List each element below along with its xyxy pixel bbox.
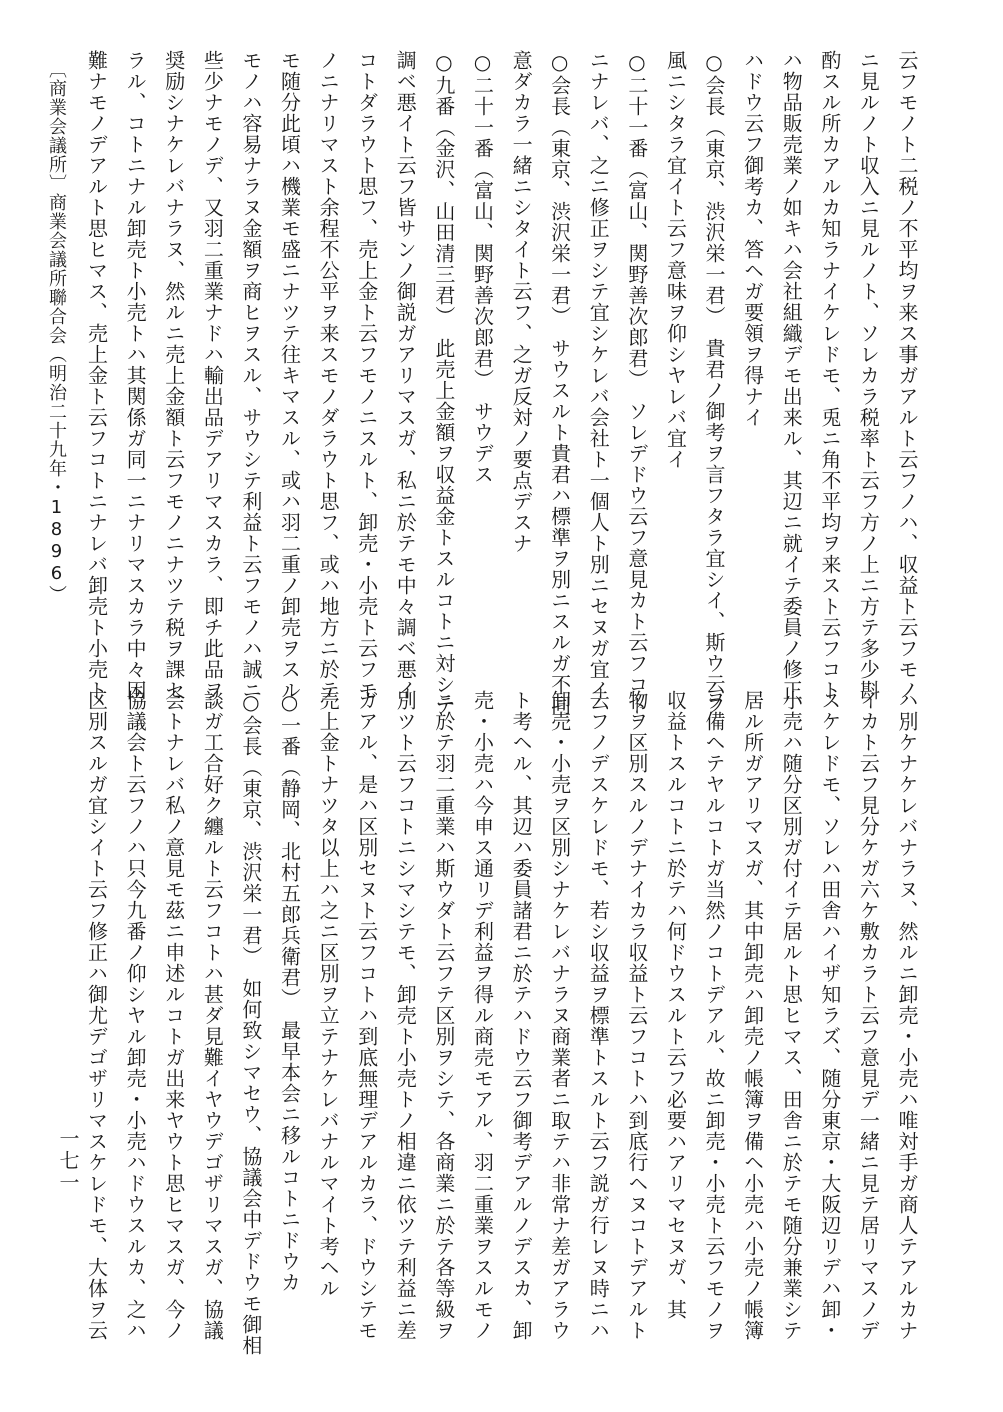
text-column: ハ物品販売業ノ如キハ会社組織デモ出来ル、其辺ニ就イテ委員ノ修正 xyxy=(779,50,804,701)
text-column: ニナレバ、之ニ修正ヲシテ宜シケレバ会社ト一個人ト別ニセヌガ宜イ xyxy=(586,50,611,701)
text-column: モノハ容易ナラヌ金額ヲ商ヒヲスル、サウシテ利益ト云フモノハ誠ニ xyxy=(238,50,263,701)
upper-text-block xyxy=(84,50,926,716)
text-column: 酌スル所カアルカ知ラナイケレドモ、兎ニ角不平均ヲ来スト云フコト xyxy=(817,50,842,701)
text-column: 収益トスルコトニ於テハ何ドウスルト云フ必要ハアリマセヌガ、其 xyxy=(663,690,688,1320)
text-column: 居ル所ガアリマスガ、其中卸売ハ卸売ノ帳簿ヲ備ヘ小売ハ小売ノ帳簿 xyxy=(740,690,765,1341)
text-column: 云フモノト二税ノ不平均ヲ来ス事ガアルト云フノハ、収益ト云フモノ xyxy=(895,50,919,701)
text-column: 売上金トナツタ以上ハ之ニ区別ヲ立テナケレバナルマイト考ヘル xyxy=(316,690,341,1299)
text-column: 奨励シナケレバナラヌ、然ルニ売上金額ト云フモノニナツテ税ヲ課セ xyxy=(161,50,186,701)
text-column: 会トナレバ私ノ意見モ茲ニ申述ルコトガ出来ヤウト思ヒマスガ、今ノ xyxy=(161,690,186,1341)
text-column: ノニナリマスト余程不公平ヲ来スモノダラウト思フ、或ハ地方ニ於テ xyxy=(316,50,341,701)
text-column: 云フノデスケレドモ、若シ収益ヲ標準トスルト云フ説ガ行レヌ時ニハ xyxy=(586,690,611,1341)
text-column: 区別スルガ宜シイト云フ修正ハ御尤デゴザリマスケレドモ、大体ヲ云 xyxy=(84,690,109,1341)
text-column: イカト云フ見分ケガ六ケ敷カラト云フ意見デ一緒ニ見テ居リマスノデ xyxy=(856,690,881,1341)
text-column: ハ別ケナケレバナラヌ、然ルニ卸売・小売ハ唯対手ガ商人テアルカナ xyxy=(895,690,919,1341)
text-column: 調ベ悪イト云フ皆サンノ御説ガアリマスガ、私ニ於テモ中々調ベ悪イ xyxy=(393,50,418,701)
text-column: 別ツト云フコトニシマシテモ、卸売ト小売トノ相違ニ依ツテ利益ニ差 xyxy=(393,690,418,1341)
footer-title: 商業会議所聯合会 xyxy=(46,193,67,345)
text-column: ガアル、是ハ区別セヌト云フコトハ到底無理デアルカラ、ドウシテモ xyxy=(354,690,379,1341)
page-number: 一七一 xyxy=(56,1128,80,1194)
footer-section: 〔商業会議所〕 xyxy=(46,60,67,193)
text-column: 小売ハ随分区別ガ付イテ居ルト思ヒマス、田舎ニ於テモ随分兼業シテ xyxy=(779,690,804,1341)
text-column: ○二十一番（富山、関野善次郎君） ソレデドウ云フ意見カト云フコト xyxy=(624,50,649,716)
text-column: 卸売・小売ヲ区別シナケレバナラヌ商業者ニ取テハ非常ナ差ガアラウ xyxy=(547,690,572,1341)
text-column: ○一番（静岡、北村五郎兵衛君） 最早本会ニ移ルコトニドウカ xyxy=(277,690,302,1293)
text-column: ○会長（東京、渋沢栄一君） 貴君ノ御考ヲ言フタラ宜シイ、斯ウ云フ xyxy=(702,50,727,716)
text-column: ○会長（東京、渋沢栄一君） サウスルト貴君ハ標準ヲ別ニスルガ不同 xyxy=(547,50,572,716)
lower-text-block xyxy=(84,690,926,1356)
text-column: 難ナモノデアルト思ヒマス、売上金ト云フコトニナレバ卸売ト小売ト xyxy=(84,50,109,701)
running-footer xyxy=(43,60,69,604)
text-column: 談ガ工合好ク纏ルト云フコトハ甚ダ見難イヤウデゴザリマスガ、協議 xyxy=(200,690,225,1341)
text-column: スケレドモ、ソレハ田舎ハイザ知ラズ、随分東京・大阪辺リデハ卸・ xyxy=(817,690,842,1341)
text-column: ニ見ルノト収入ニ見ルノト、ソレカラ税率ト云フ方ノ上ニ方テ多少斟 xyxy=(856,50,881,701)
text-column: 物ヲ区別スルノデナイカラ収益ト云フコトハ到底行ヘヌコトデアルト xyxy=(624,690,649,1341)
text-column: ラル、コトニナル卸売ト小売トハ其関係ガ同一ニナリマスカラ中々困 xyxy=(123,50,148,701)
text-column: ト考ヘル、其辺ハ委員諸君ニ於テハドウ云フ御考デアルノデスカ、卸 xyxy=(509,690,534,1341)
text-column: ○二十一番（富山、関野善次郎君） サウデス xyxy=(470,50,495,485)
text-column: 意ダカラ一緒ニシタイト云フ、之ガ反対ノ要点デスナ xyxy=(509,50,534,554)
text-column: ハドウ云フ御考カ、答ヘガ要領ヲ得ナイ xyxy=(740,50,765,428)
text-column: ヲ備ヘテヤルコトガ当然ノコトデアル、故ニ卸売・小売ト云フモノヲ xyxy=(702,690,727,1341)
text-column: コトダラウト思フ、売上金ト云フモノニスルト、卸売・小売ト云フモ xyxy=(354,50,379,701)
text-column: 風ニシタラ宜イト云フ意味ヲ仰シヤレバ宜イ xyxy=(663,50,688,470)
text-column: ○九番（金沢、山田清三君） 此売上金額ヲ収益金トスルコトニ対シテ xyxy=(431,50,456,716)
text-column: 協議会ト云フノハ只今九番ノ仰シヤル卸売・小売ハドウスルカ、之ハ xyxy=(123,690,148,1341)
text-column: 売・小売ハ今申ス通リデ利益ヲ得ル商売モアル、羽二重業ヲスルモノ xyxy=(470,690,495,1341)
text-column: ニ於テ羽二重業ハ斯ウダト云フテ区別ヲシテ、各商業ニ於テ各等級ヲ xyxy=(431,690,456,1341)
text-column: ○会長（東京、渋沢栄一君） 如何致シマセウ、協議会中デドウモ御相 xyxy=(238,690,263,1356)
text-column: 些少ナモノデ、又羽二重業ナドハ輸出品デアリマスカラ、即チ此品ヲ xyxy=(200,50,225,701)
footer-date: （明治二十九年・1896） xyxy=(46,345,67,604)
text-column: モ随分此頃ハ機業モ盛ニナツテ往キマスル、或ハ羽二重ノ卸売ヲスル xyxy=(277,50,302,701)
